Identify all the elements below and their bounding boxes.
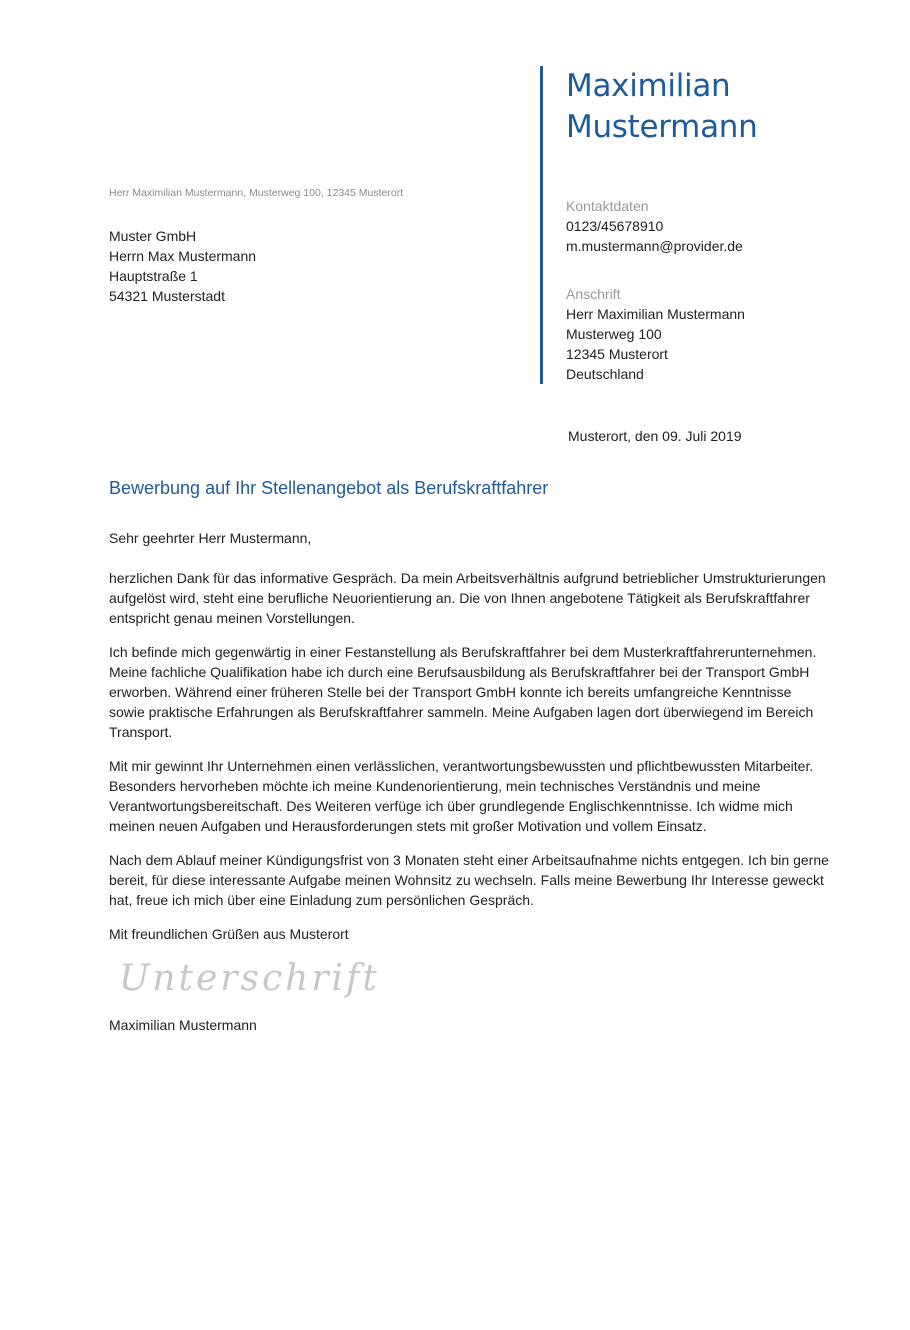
recipient-person: Herrn Max Mustermann — [109, 248, 257, 264]
address-street: Musterweg 100 — [566, 326, 662, 342]
address-section — [566, 284, 745, 384]
applicant-name — [566, 66, 757, 148]
paragraph-3: Mit mir gewinnt Ihr Unternehmen einen verlässlichen, verantwortungsbewussten und pflichtbewussten Mitarbeiter. Besonders hervorheben möchte ich meine Kundenorientierung, mein technisches Verständnis und meine Verantwortungsbereitschaft. Des Weiteren verfüge ich über grundlegende Englischkenntnisse. Ich widme mich meinen neuen Aufgaben und Herausforderungen stets mit großer Motivation und vollem Einsatz. — [109, 758, 814, 834]
contact-section — [566, 196, 745, 256]
signer-name: Maximilian Mustermann — [109, 1017, 257, 1033]
salutation: Sehr geehrter Herr Mustermann, — [109, 530, 312, 546]
paragraph-1: herzlichen Dank für das informative Gespräch. Da mein Arbeitsverhältnis aufgrund betrieblicher Umstrukturierungen aufgelöst wird, steht eine berufliche Neuorientierung an. Die von Ihnen angebotene Tätigkeit als Berufskraftfahrer entspricht genau meinen Vorstellungen. — [109, 570, 826, 626]
contact-email: m.mustermann@provider.de — [566, 238, 743, 254]
contact-sidebar — [566, 196, 745, 412]
applicant-last-name: Mustermann — [566, 109, 758, 145]
recipient-street: Hauptstraße 1 — [109, 268, 198, 284]
address-city: 12345 Musterort — [566, 346, 668, 362]
contact-label: Kontaktdaten — [566, 198, 649, 214]
address-name: Herr Maximilian Mustermann — [566, 306, 745, 322]
address-country: Deutschland — [566, 366, 644, 382]
recipient-company: Muster GmbH — [109, 228, 197, 244]
contact-phone: 0123/45678910 — [566, 218, 664, 234]
applicant-first-name: Maximilian — [566, 68, 731, 104]
sender-return-address: Herr Maximilian Mustermann, Musterweg 100, 12345 Musterort — [109, 187, 404, 199]
signature-placeholder: Unterschrift — [119, 958, 380, 999]
closing: Mit freundlichen Grüßen aus Musterort — [109, 926, 349, 942]
letter-date: Musterort, den 09. Juli 2019 — [568, 428, 742, 444]
recipient-city: 54321 Musterstadt — [109, 288, 225, 304]
recipient-address — [109, 226, 256, 306]
paragraph-2: Ich befinde mich gegenwärtig in einer Festanstellung als Berufskraftfahrer bei dem Musterkraftfahrerunternehmen. Meine fachliche Qualifikation habe ich durch eine Berufsausbildung als Berufskraftfahrer bei der Transport GmbH erworben. Während einer früheren Stelle bei der Transport GmbH konnte ich bereits umfangreiche Kenntnisse sowie praktische Erfahrungen als Berufskraftfahrer sammeln. Meine Aufgaben lagen dort überwiegend im Bereich Transport. — [109, 644, 817, 740]
letter-body — [109, 528, 829, 958]
accent-bar — [540, 66, 543, 384]
address-label: Anschrift — [566, 286, 621, 302]
paragraph-4: Nach dem Ablauf meiner Kündigungsfrist von 3 Monaten steht einer Arbeitsaufnahme nichts entgegen. Ich bin gerne bereit, für diese interessante Aufgabe meinen Wohnsitz zu wechseln. Falls meine Bewerbung Ihr Interesse geweckt hat, freue ich mich über eine Einladung zum persönlichen Gespräch. — [109, 852, 829, 908]
letter-subject: Bewerbung auf Ihr Stellenangebot als Berufskraftfahrer — [109, 478, 549, 498]
